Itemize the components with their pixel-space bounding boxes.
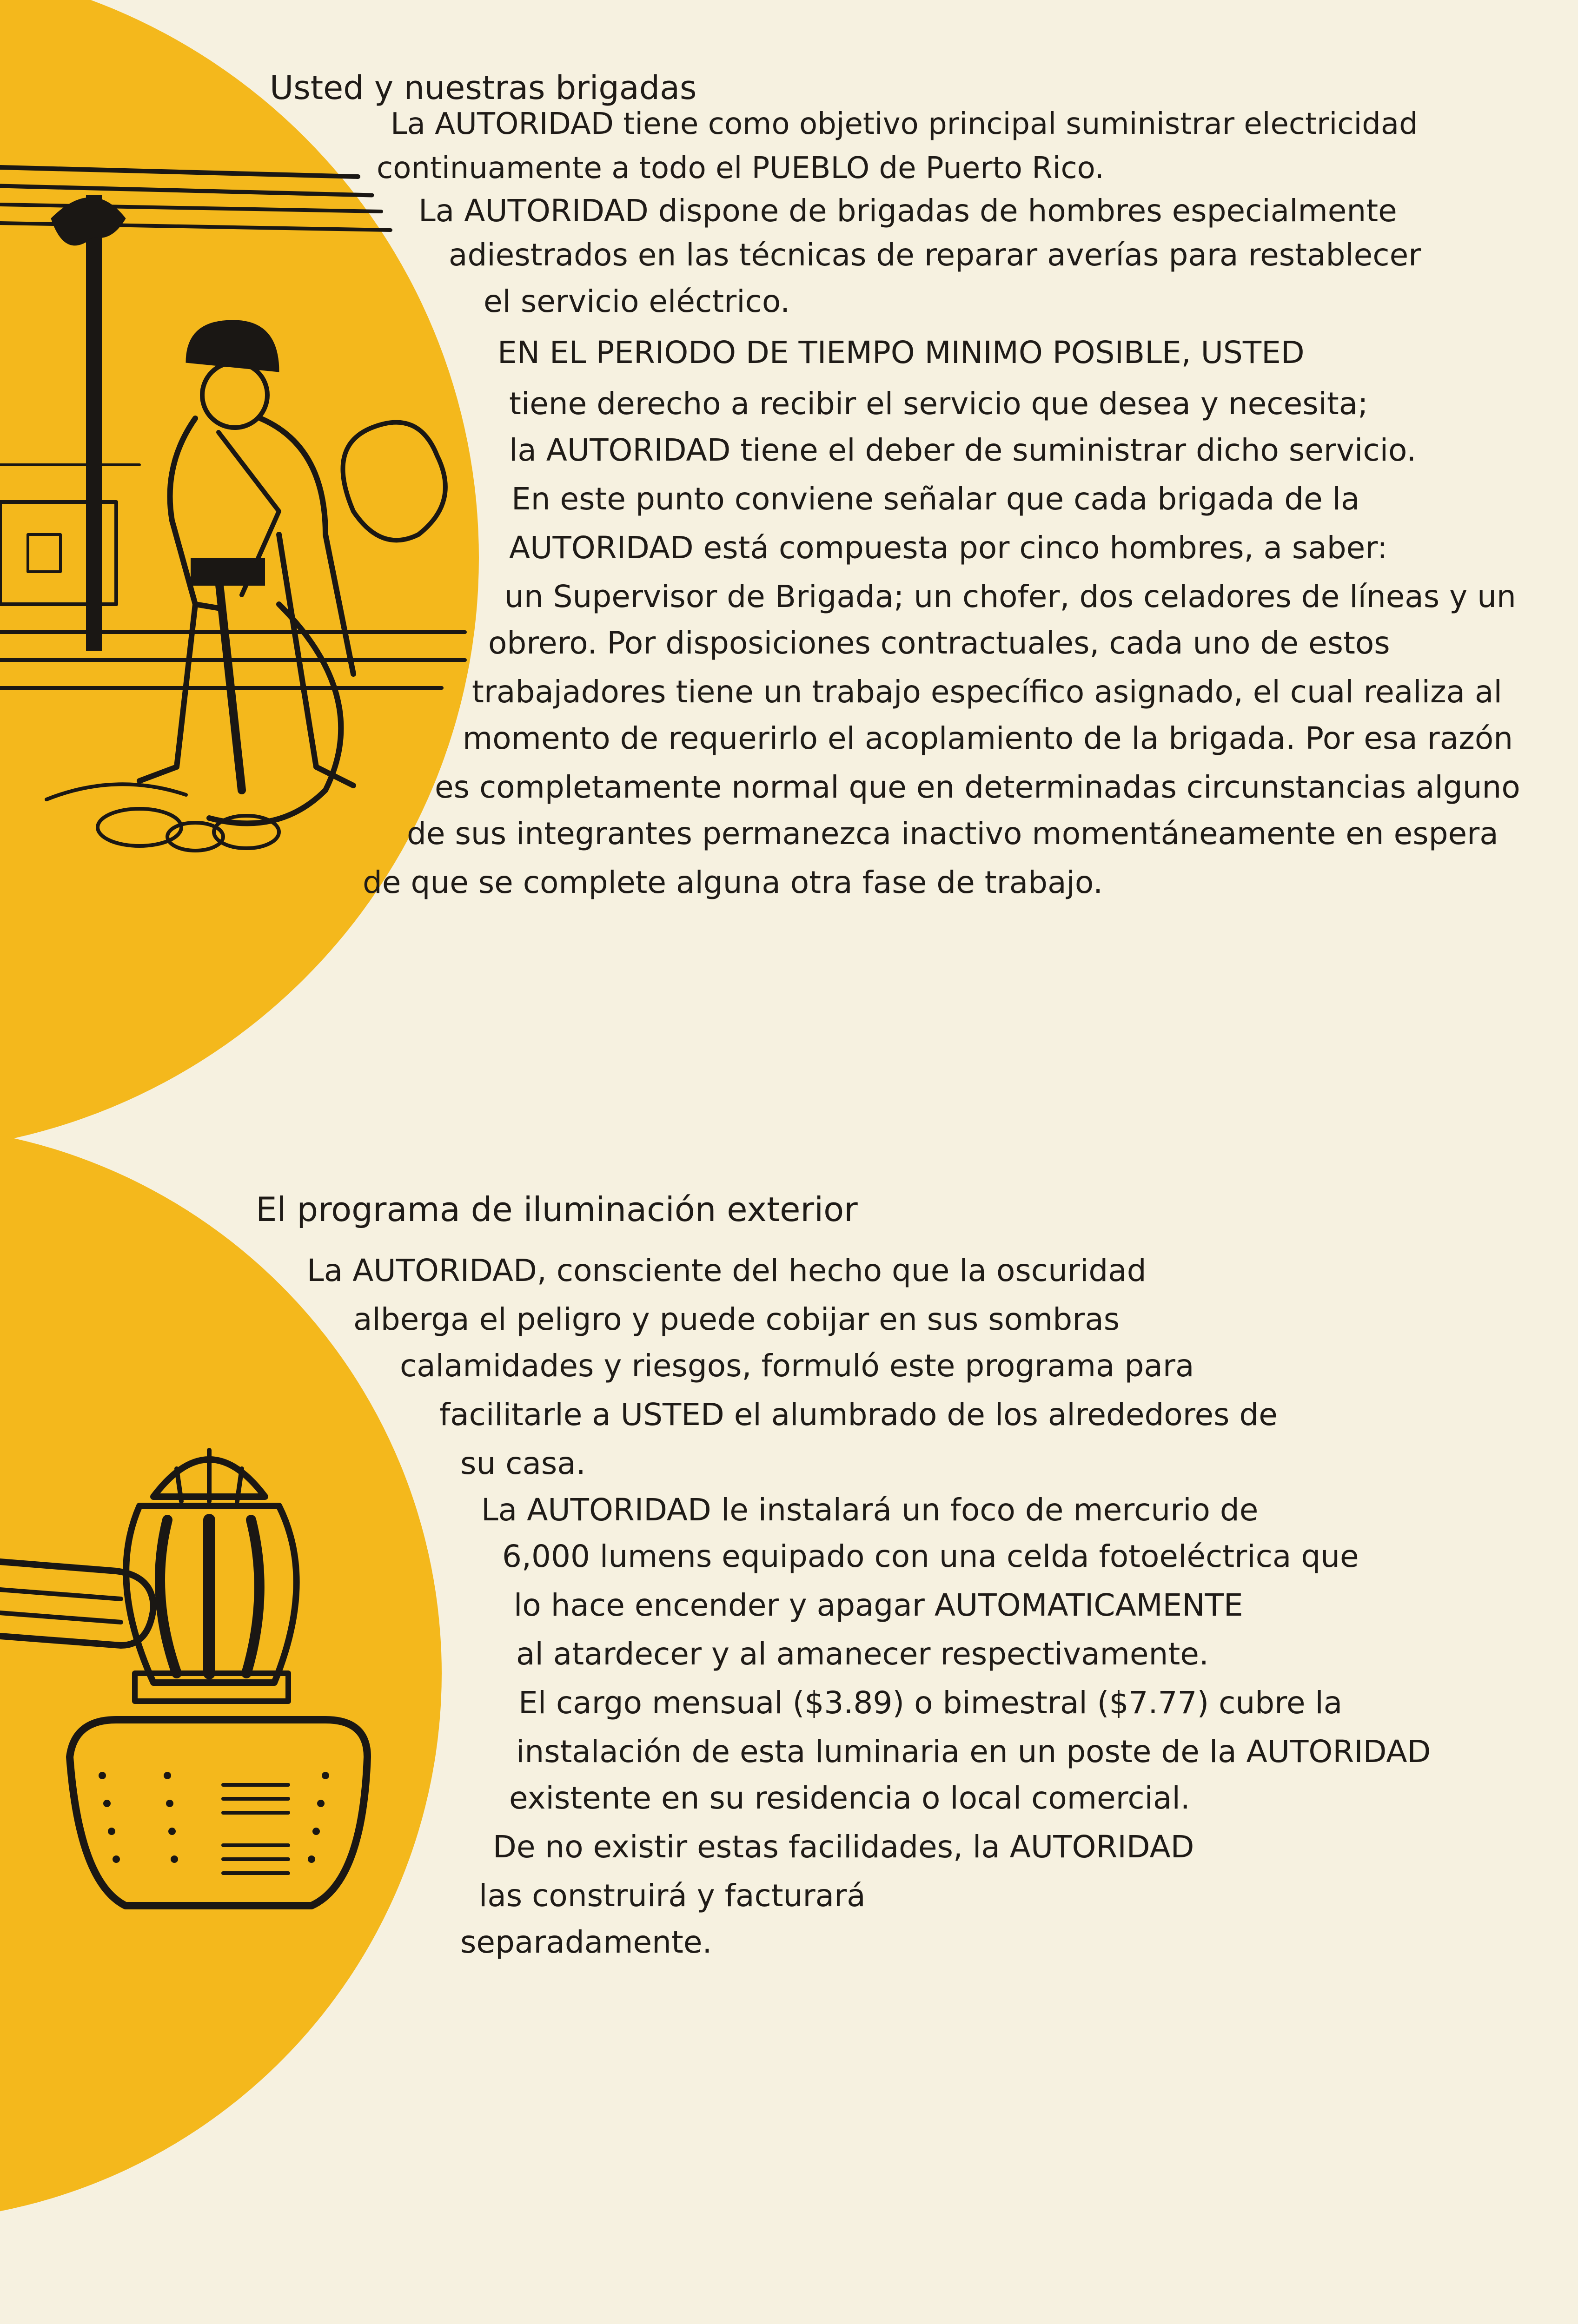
- body-line: AUTORIDAD está compuesta por cinco hombres, a saber:: [509, 530, 1388, 566]
- body-line: es completamente normal que en determinadas circunstancias alguno: [435, 769, 1520, 805]
- section-title-iluminacion: El programa de iluminación exterior: [256, 1190, 858, 1229]
- body-line: calamidades y riesgos, formuló este programa para: [400, 1348, 1194, 1384]
- body-line: al atardecer y al amanecer respectivamente.: [516, 1636, 1209, 1672]
- body-line: tiene derecho a recibir el servicio que desea y necesita;: [509, 386, 1368, 422]
- body-line: La AUTORIDAD le instalará un foco de mercurio de: [481, 1492, 1259, 1528]
- body-line: un Supervisor de Brigada; un chofer, dos celadores de líneas y un: [504, 579, 1516, 614]
- body-line: el servicio eléctrico.: [484, 284, 790, 319]
- body-line: El cargo mensual ($3.89) o bimestral ($7.77) cubre la: [518, 1685, 1343, 1721]
- body-line: continuamente a todo el PUEBLO de Puerto Rico.: [377, 151, 1104, 185]
- body-line: su casa.: [460, 1446, 586, 1481]
- body-line: facilitarle a USTED el alumbrado de los alrededores de: [439, 1397, 1278, 1433]
- body-line: de que se complete alguna otra fase de trabajo.: [363, 865, 1103, 900]
- body-line: En este punto conviene señalar que cada brigada de la: [511, 481, 1360, 517]
- body-line: obrero. Por disposiciones contractuales, cada uno de estos: [488, 625, 1390, 661]
- body-line: La AUTORIDAD tiene como objetivo principal suministrar electricidad: [391, 107, 1418, 141]
- section-title-brigadas: Usted y nuestras brigadas: [270, 69, 697, 107]
- body-line: de sus integrantes permanezca inactivo momentáneamente en espera: [407, 816, 1498, 852]
- body-line: separadamente.: [460, 1924, 712, 1960]
- body-line: trabajadores tiene un trabajo específico asignado, el cual realiza al: [472, 674, 1502, 710]
- body-line: la AUTORIDAD tiene el deber de suministrar dicho servicio.: [509, 432, 1417, 468]
- body-line: alberga el peligro y puede cobijar en sus sombras: [353, 1301, 1120, 1337]
- body-line: La AUTORIDAD, consciente del hecho que la oscuridad: [307, 1253, 1147, 1288]
- body-line: La AUTORIDAD dispone de brigadas de hombres especialmente: [418, 193, 1397, 229]
- body-line: EN EL PERIODO DE TIEMPO MINIMO POSIBLE, USTED: [497, 335, 1305, 370]
- body-line: adiestrados en las técnicas de reparar averías para restablecer: [449, 237, 1421, 273]
- body-line: momento de requerirlo el acoplamiento de la brigada. Por esa razón: [463, 720, 1513, 756]
- body-line: las construirá y facturará: [479, 1878, 866, 1914]
- body-line: 6,000 lumens equipado con una celda fotoeléctrica que: [502, 1538, 1359, 1574]
- body-line: lo hace encender y apagar AUTOMATICAMENTE: [514, 1587, 1243, 1623]
- body-line: existente en su residencia o local comercial.: [509, 1780, 1190, 1816]
- body-line: De no existir estas facilidades, la AUTORIDAD: [493, 1829, 1194, 1865]
- body-line: instalación de esta luminaria en un poste de la AUTORIDAD: [516, 1734, 1431, 1769]
